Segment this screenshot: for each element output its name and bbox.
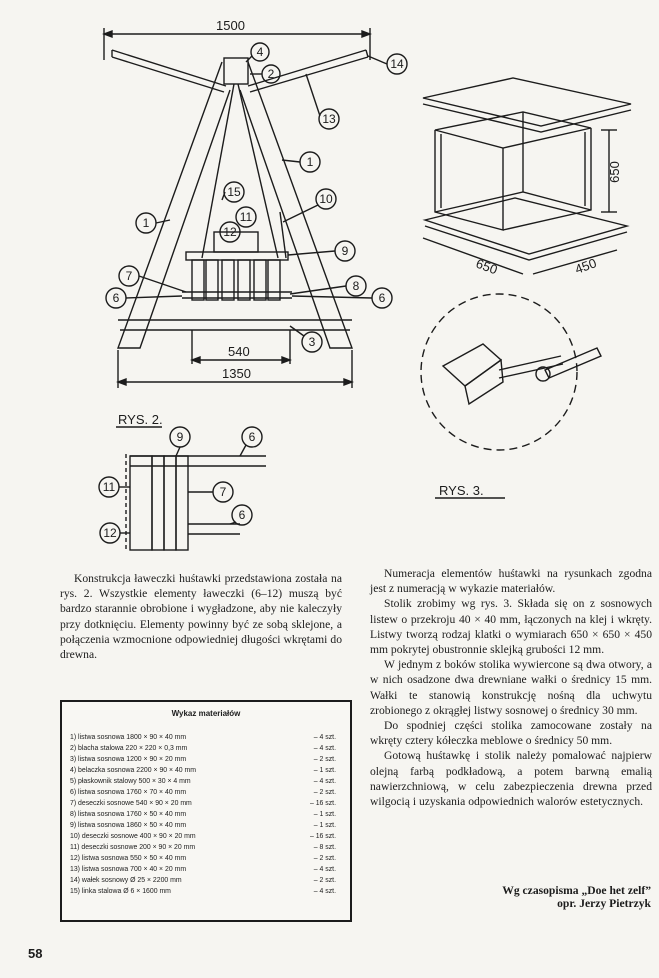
callout-6-left: 6: [112, 291, 120, 305]
detail-callout-11: 11: [102, 480, 116, 494]
callout-1-right: 1: [306, 155, 314, 169]
paragraph-numbering: Numeracja elementów huśtawki na rysunkach zgodna jest z numeracją w wykazie materiałów.: [370, 567, 652, 596]
list-item: 6) listwa sosnowa 1760 × 70 × 40 mm – 2 szt.: [70, 789, 336, 796]
list-item: 15) linka stalowa Ø 6 × 1600 mm – 4 szt.: [70, 888, 336, 895]
list-item: 11) deseczki sosnowe 200 × 90 × 20 mm – 8 szt.: [70, 844, 336, 851]
page-number: 58: [28, 946, 43, 961]
right-column-text: [370, 566, 652, 809]
callout-10: 10: [319, 192, 333, 206]
detail-callout-6-top: 6: [248, 430, 256, 444]
swing-drawing: [0, 0, 404, 440]
list-item: 14) wałek sosnowy Ø 25 × 2200 mm – 2 szt.: [70, 877, 336, 884]
list-item: 8) listwa sosnowa 1760 × 50 × 40 mm – 1 szt.: [70, 811, 336, 818]
left-column-text: [60, 571, 342, 662]
dimension-height-650: 650: [607, 161, 622, 183]
table-drawing: [395, 70, 659, 510]
bench-detail-drawing: [90, 420, 280, 560]
dimension-540: 540: [228, 344, 250, 359]
detail-callout-12: 12: [103, 526, 117, 540]
detail-callout-7: 7: [219, 485, 227, 499]
detail-callout-6-bottom: 6: [238, 508, 246, 522]
list-item: 9) listwa sosnowa 1860 × 50 × 40 mm – 1 szt.: [70, 822, 336, 829]
callout-2: 2: [267, 67, 275, 81]
callout-6-right: 6: [378, 291, 386, 305]
list-item: 12) listwa sosnowa 550 × 50 × 40 mm – 2 szt.: [70, 855, 336, 862]
paragraph-holes: W jednym z boków stolika wywiercone są dwa otwory, a w nich osadzone dwa drewniane wałki o średnicy 15 mm. Wałki te stanowią konstrukcję nośną dla uchwytu zrobionego z okrągłej listwy sosnowej o średnicy 30 mm.: [370, 658, 652, 717]
dimension-length-650: 650: [473, 255, 500, 278]
list-item: 7) deseczki sosnowe 540 × 90 × 20 mm – 16 szt.: [70, 800, 336, 807]
list-item: 3) listwa sosnowa 1200 × 90 × 20 mm – 2 szt.: [70, 756, 336, 763]
callout-1-left: 1: [142, 216, 150, 230]
paragraph-table-construction: Stolik zrobimy wg rys. 3. Składa się on z sosnowych listew o przekroju 40 × 40 mm, łączonych na klej i wkręty. Listwy tworzą rodzaj klatki o wymiarach 650 × 650 × 450 mm pokrytej obustronnie sklejką grubości 12 mm.: [370, 597, 652, 657]
materials-title: Wykaz materiałów: [171, 709, 241, 718]
intro-paragraph: Konstrukcja ławeczki huśtawki przedstawiona została na rys. 2. Wszystkie elementy ławeczki (6–12) muszą być bardzo starannie obrobione i wygładzone, aby nie kaleczyły przy dotknięciu. Elementy powinny być ze sobą sklejone, a połączenia wzmocnione odpowiedniej długości wkrętami do drewna.: [60, 572, 342, 662]
callout-13: 13: [322, 112, 336, 126]
callout-3: 3: [308, 335, 316, 349]
dimension-width-450: 450: [572, 255, 599, 277]
callout-11: 11: [239, 210, 253, 224]
dimension-1350: 1350: [222, 366, 251, 381]
callout-4: 4: [256, 45, 264, 59]
list-item: 5) płaskownik stalowy 500 × 30 × 4 mm – 4 szt.: [70, 778, 336, 785]
list-item: 2) blacha stalowa 220 × 220 × 0,3 mm – 4 szt.: [70, 745, 336, 752]
callout-15: 15: [227, 185, 241, 199]
dimension-1500: 1500: [216, 18, 245, 33]
list-item: 1) listwa sosnowa 1800 × 90 × 40 mm – 4 szt.: [70, 734, 336, 741]
callout-9: 9: [341, 244, 349, 258]
list-item: 10) deseczki sosnowe 400 × 90 × 20 mm – 16 szt.: [70, 833, 336, 840]
source-credit: Wg czasopisma „Doe het zelf” opr. Jerzy Pietrzyk: [502, 884, 651, 910]
figure-caption-rys3: RYS. 3.: [439, 483, 484, 498]
materials-list: [60, 700, 352, 922]
callout-12: 12: [223, 225, 237, 239]
callout-7: 7: [125, 269, 133, 283]
paragraph-wheels: Do spodniej części stolika zamocowane zostały na wkręty cztery kółeczka meblowe o średnicy 50 mm.: [370, 719, 652, 748]
detail-callout-9: 9: [176, 430, 184, 444]
list-item: 13) listwa sosnowa 700 × 40 × 20 mm – 4 szt.: [70, 866, 336, 873]
callout-14: 14: [390, 57, 404, 71]
paragraph-painting: Gotową huśtawkę i stolik należy pomalować najpierw olejną farbą podkładową, a potem barwną emalią nawierzchniową, w celu zabezpieczenia drewna przed wilgocią i uzyskania odpowiednich walorów estetycznych.: [370, 749, 652, 809]
list-item: 4) belaczka sosnowa 2200 × 90 × 40 mm – 1 szt.: [70, 767, 336, 774]
figure-caption-rys2: RYS. 2.: [118, 412, 163, 427]
callout-8: 8: [352, 279, 360, 293]
